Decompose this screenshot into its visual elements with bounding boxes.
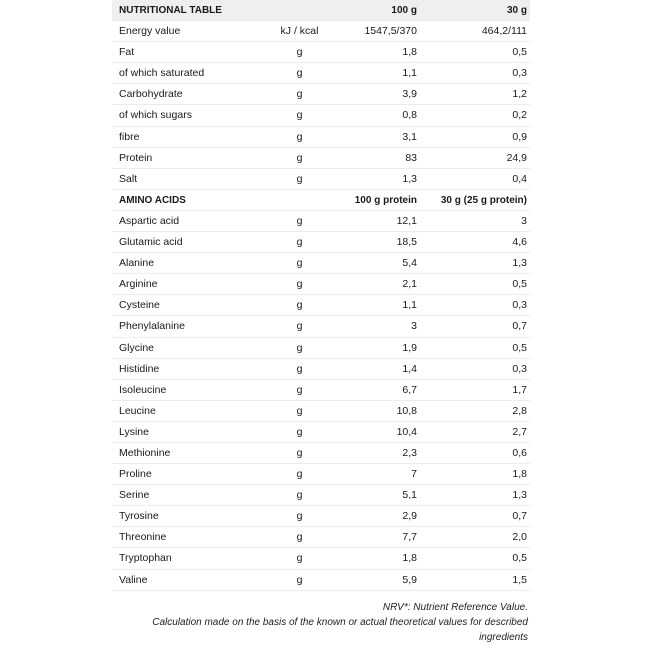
nutrition-table <box>112 0 530 591</box>
value-30g-cell: 0,6 <box>512 446 527 459</box>
nutrient-name: Isoleucine <box>119 383 167 396</box>
column-header-100g: 100 g <box>391 5 417 16</box>
unit-cell: g <box>296 172 303 185</box>
unit-cell: g <box>296 552 303 565</box>
value-100g-cell: 5,4 <box>402 257 417 270</box>
table-row <box>112 42 530 63</box>
value-30g-cell: 1,2 <box>512 88 527 101</box>
calculation-note-line-1: Calculation made on the basis of the known or actual theoretical values for described <box>152 617 528 628</box>
nutrient-name: of which saturated <box>119 67 205 80</box>
footnotes <box>112 600 528 645</box>
value-30g-cell: 0,7 <box>512 510 527 523</box>
value-100g-cell: 12,1 <box>396 214 417 227</box>
column-header-100g-protein: 100 g protein <box>354 194 417 206</box>
nutrient-name: Energy value <box>119 25 181 38</box>
value-30g-cell: 24,9 <box>506 151 527 164</box>
value-30g-cell: 0,5 <box>512 341 527 354</box>
value-30g-cell: 0,2 <box>512 109 527 122</box>
nutrient-name: Proline <box>119 468 152 481</box>
unit-cell: g <box>296 109 303 122</box>
nutrient-name: Threonine <box>119 531 167 544</box>
table-row <box>112 105 530 126</box>
unit-cell: g <box>296 46 303 59</box>
nutrient-name: Histidine <box>119 362 160 375</box>
amino-acids-header-row <box>112 190 530 211</box>
nutrition-table-title: NUTRITIONAL TABLE <box>119 5 222 16</box>
table-row <box>112 464 530 485</box>
value-30g-cell: 1,5 <box>512 573 527 586</box>
value-30g-cell: 2,0 <box>512 531 527 544</box>
unit-cell: g <box>296 510 303 523</box>
value-30g-cell: 2,8 <box>512 404 527 417</box>
nutrient-name: Serine <box>119 489 150 502</box>
value-100g-cell: 83 <box>405 151 417 164</box>
table-row <box>112 338 530 359</box>
table-row <box>112 401 530 422</box>
value-100g-cell: 3 <box>411 320 417 333</box>
value-30g-cell: 0,5 <box>512 552 527 565</box>
nutrient-name: Leucine <box>119 404 156 417</box>
value-30g-cell: 0,5 <box>512 46 527 59</box>
value-100g-cell: 1,8 <box>402 552 417 565</box>
table-row <box>112 527 530 548</box>
value-100g-cell: 5,9 <box>402 573 417 586</box>
value-30g-cell: 0,3 <box>512 67 527 80</box>
unit-cell: g <box>296 151 303 164</box>
unit-cell: g <box>296 236 303 249</box>
unit-cell: g <box>296 362 303 375</box>
table-row <box>112 274 530 295</box>
table-row <box>112 63 530 84</box>
nutrient-name: Tryptophan <box>119 552 172 565</box>
table-row <box>112 506 530 527</box>
nutrient-name: Valine <box>119 573 148 586</box>
nutrient-name: Fat <box>119 46 135 59</box>
column-header-30g-protein: 30 g (25 g protein) <box>440 194 527 206</box>
unit-cell: g <box>296 257 303 270</box>
unit-cell: g <box>296 383 303 396</box>
value-30g-cell: 1,3 <box>512 257 527 270</box>
table-row <box>112 380 530 401</box>
unit-cell: g <box>296 214 303 227</box>
nutrient-name: Cysteine <box>119 299 160 312</box>
table-row <box>112 422 530 443</box>
table-row <box>112 548 530 569</box>
nutrient-name: Glycine <box>119 341 155 354</box>
nutrition-header-row <box>112 0 530 21</box>
unit-cell: g <box>296 531 303 544</box>
value-100g-cell: 5,1 <box>402 489 417 502</box>
unit-cell: g <box>296 88 303 101</box>
nutrient-name: Carbohydrate <box>119 88 183 101</box>
calculation-note-line-2: ingredients <box>479 632 528 643</box>
value-100g-cell: 3,9 <box>402 88 417 101</box>
nutrient-name: Salt <box>119 172 138 185</box>
nutrient-name: Alanine <box>119 257 155 270</box>
value-30g-cell: 4,6 <box>512 236 527 249</box>
table-row <box>112 295 530 316</box>
unit-cell: g <box>296 468 303 481</box>
value-30g-cell: 1,8 <box>512 468 527 481</box>
unit-cell: g <box>296 489 303 502</box>
table-row <box>112 169 530 190</box>
value-30g-cell: 0,4 <box>512 172 527 185</box>
nutrient-name: Tyrosine <box>119 510 159 523</box>
table-row <box>112 21 530 42</box>
amino-acid-rows <box>112 211 530 591</box>
table-row <box>112 485 530 506</box>
value-100g-cell: 1,3 <box>402 172 417 185</box>
table-row <box>112 232 530 253</box>
value-30g-cell: 2,7 <box>512 425 527 438</box>
value-30g-cell: 0,5 <box>512 278 527 291</box>
nrv-note: NRV*: Nutrient Reference Value. <box>382 602 528 613</box>
value-100g-cell: 6,7 <box>402 383 417 396</box>
table-row <box>112 570 530 591</box>
nutrient-name: Aspartic acid <box>119 214 180 227</box>
value-100g-cell: 2,9 <box>402 510 417 523</box>
nutrient-name: Methionine <box>119 446 171 459</box>
value-100g-cell: 18,5 <box>396 236 417 249</box>
value-100g-cell: 10,8 <box>396 404 417 417</box>
value-100g-cell: 1,1 <box>402 67 417 80</box>
value-30g-cell: 0,7 <box>512 320 527 333</box>
value-30g-cell: 0,3 <box>512 299 527 312</box>
value-100g-cell: 2,3 <box>402 446 417 459</box>
value-100g-cell: 1,4 <box>402 362 417 375</box>
table-row <box>112 316 530 337</box>
unit-cell: g <box>296 404 303 417</box>
unit-cell: kJ / kcal <box>280 25 319 38</box>
unit-cell: g <box>296 67 303 80</box>
table-row <box>112 148 530 169</box>
unit-cell: g <box>296 425 303 438</box>
unit-cell: g <box>296 130 303 143</box>
value-100g-cell: 1,1 <box>402 299 417 312</box>
unit-cell: g <box>296 278 303 291</box>
nutrient-name: Arginine <box>119 278 158 291</box>
column-header-30g: 30 g <box>506 5 527 16</box>
value-100g-cell: 1547,5/370 <box>364 25 417 38</box>
nutrient-name: of which sugars <box>119 109 192 122</box>
value-100g-cell: 7 <box>411 468 417 481</box>
value-30g-cell: 1,7 <box>512 383 527 396</box>
nutrient-name: Protein <box>119 151 153 164</box>
value-30g-cell: 464,2/111 <box>481 25 527 38</box>
table-row <box>112 359 530 380</box>
value-100g-cell: 0,8 <box>402 109 417 122</box>
value-100g-cell: 3,1 <box>402 130 417 143</box>
value-30g-cell: 0,3 <box>512 362 527 375</box>
value-100g-cell: 10,4 <box>396 425 417 438</box>
unit-cell: g <box>296 573 303 586</box>
nutrient-name: Lysine <box>119 425 149 438</box>
amino-acids-title: AMINO ACIDS <box>119 194 186 206</box>
unit-cell: g <box>296 299 303 312</box>
value-30g-cell: 1,3 <box>512 489 527 502</box>
unit-cell: g <box>296 341 303 354</box>
table-row <box>112 211 530 232</box>
table-row <box>112 84 530 105</box>
table-row <box>112 253 530 274</box>
value-30g-cell: 0,9 <box>512 130 527 143</box>
value-100g-cell: 7,7 <box>402 531 417 544</box>
table-row <box>112 127 530 148</box>
unit-cell: g <box>296 446 303 459</box>
value-100g-cell: 1,8 <box>402 46 417 59</box>
value-30g-cell: 3 <box>521 214 527 227</box>
nutrient-name: Phenylalanine <box>119 320 185 333</box>
nutrient-name: fibre <box>119 130 140 143</box>
unit-cell: g <box>296 320 303 333</box>
nutrition-rows <box>112 21 530 190</box>
value-100g-cell: 1,9 <box>402 341 417 354</box>
table-row <box>112 443 530 464</box>
value-100g-cell: 2,1 <box>402 278 417 291</box>
nutrient-name: Glutamic acid <box>119 236 183 249</box>
